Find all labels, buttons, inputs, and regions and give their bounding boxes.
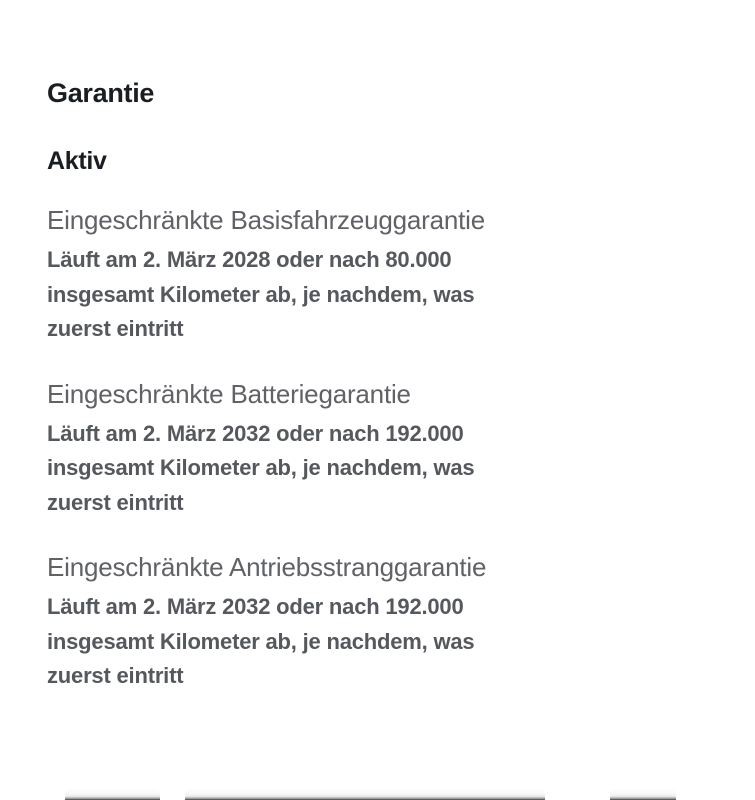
cutoff-element-right <box>610 787 676 800</box>
warranty-description <box>47 243 708 347</box>
warranty-description <box>47 417 708 521</box>
warranty-item <box>47 204 708 347</box>
cutoff-element-middle <box>185 787 545 800</box>
warranty-description-line: insgesamt Kilometer ab, je nachdem, was <box>47 281 475 307</box>
warranty-description-line: insgesamt Kilometer ab, je nachdem, was <box>47 628 475 654</box>
warranty-description-line: Läuft am 2. März 2028 oder nach 80.000 <box>47 247 452 272</box>
page-title: Garantie <box>47 78 155 108</box>
warranty-item <box>47 551 708 694</box>
section-header-active: Aktiv <box>47 147 107 175</box>
warranty-description <box>47 590 708 694</box>
warranty-title: Eingeschränkte Antriebsstranggarantie <box>47 552 487 582</box>
warranty-title: Eingeschränkte Basisfahrzeuggarantie <box>47 205 485 235</box>
warranty-description-line: Läuft am 2. März 2032 oder nach 192.000 <box>47 594 464 619</box>
warranty-title: Eingeschränkte Batteriegarantie <box>47 378 411 409</box>
warranty-description-line: zuerst eintritt <box>47 316 184 341</box>
warranty-list <box>47 204 708 694</box>
cutoff-element-left <box>65 787 160 800</box>
warranty-description-line: Läuft am 2. März 2032 oder nach 192.000 <box>47 420 464 446</box>
warranty-item <box>47 378 708 521</box>
warranty-description-line: insgesamt Kilometer ab, je nachdem, was <box>47 455 475 480</box>
bottom-cutoff-row <box>0 784 755 800</box>
warranty-description-line: zuerst eintritt <box>47 489 184 515</box>
warranty-description-line: zuerst eintritt <box>47 663 184 688</box>
